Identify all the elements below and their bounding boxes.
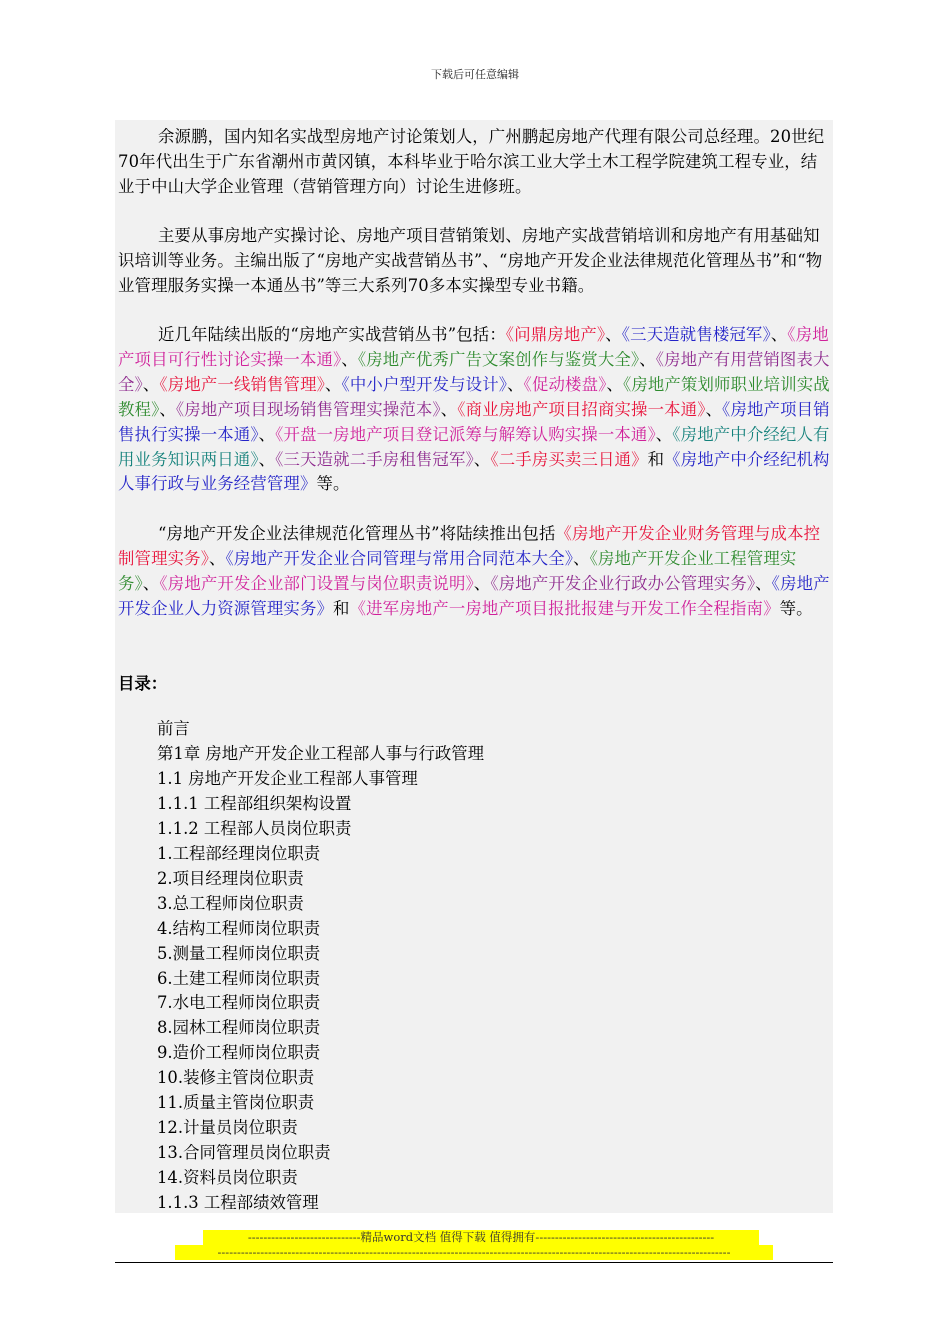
book-title: 《二手房买卖三日通》 — [490, 449, 648, 469]
toc-item[interactable]: 8.园林工程师岗位职责 — [157, 1018, 321, 1038]
book-title: 《房地产中介经纪人有用业务知识两日通》 — [118, 424, 830, 469]
book-title: 《房地产项目可行性讨论实操一本通》 — [118, 325, 829, 369]
separator: 、 — [655, 424, 673, 444]
book-title: 《房地产一线销售管理》 — [159, 374, 325, 394]
toc-item[interactable]: 2.项目经理岗位职责 — [157, 868, 304, 888]
toc-item[interactable]: 1.1.3 工程部绩效管理 — [157, 1193, 319, 1213]
book-title: 《三天造就二手房租售冠军》 — [275, 449, 474, 469]
separator: 、 — [755, 573, 772, 593]
book-title: 《房地产开发企业工程管理实务》 — [118, 548, 797, 593]
toc-item[interactable]: 11.质量主管岗位职责 — [157, 1093, 315, 1113]
separator: 、 — [606, 374, 624, 394]
toc-item[interactable]: 13.合同管理员岗位职责 — [157, 1143, 331, 1163]
document-body — [115, 120, 833, 1213]
marketing-series-lead: 近几年陆续出版的“房地产实战营销丛书”包括： — [158, 325, 506, 344]
toc-item[interactable]: 第1章 房地产开发企业工程部人事与行政管理 — [157, 743, 485, 763]
toc-item[interactable]: 6.土建工程师岗位职责 — [157, 968, 321, 988]
separator: 、 — [770, 325, 788, 344]
separator: 、 — [705, 399, 723, 419]
separator: 、 — [507, 374, 524, 394]
separator: 、 — [142, 374, 160, 394]
book-title: 《房地产策划师职业培训实战教程》 — [118, 374, 830, 419]
separator: 、 — [440, 399, 458, 419]
footer-rule — [115, 1262, 833, 1263]
footer-line-1: -----------------------------精品word文档 值得下载 值得拥有---------------------------------------------- — [203, 1230, 759, 1245]
book-title: 《房地产开发企业行政办公管理实务》 — [490, 573, 756, 593]
toc-item[interactable]: 1.工程部经理岗位职责 — [157, 843, 321, 863]
separator: 和 — [333, 598, 350, 618]
toc-item[interactable]: 1.1 房地产开发企业工程部人事管理 — [157, 768, 418, 788]
book-title: 《房地产开发企业人力资源管理实务》 — [118, 573, 830, 618]
book-title: 《房地产开发企业部门设置与岗位职责说明》 — [159, 573, 474, 593]
toc-item[interactable]: 12.计量员岗位职责 — [157, 1118, 298, 1138]
footer-line-2: ------------------------------------------------------------------------------------------------------------------------------------ — [175, 1245, 773, 1260]
separator: 、 — [605, 325, 622, 344]
toc-item[interactable]: 1.1.1 工程部组织架构设置 — [157, 793, 352, 813]
business-paragraph: 主要从事房地产实操讨论、房地产项目营销策划、房地产实战营销培训和房地产有用基础知识培训等业务。主编出版了“房地产实战营销丛书”、“房地产开发企业法律规范化管理丛书”和“物业管理服务实操一本通丛书”等三大系列70多本实操型专业书籍。 — [118, 226, 823, 295]
marketing-series-books — [118, 325, 830, 493]
book-title: 《房地产有用营销图表大全》 — [118, 349, 830, 394]
separator: 、 — [159, 399, 176, 419]
separator: 等。 — [316, 474, 350, 494]
book-title: 《房地产项目销售执行实操一本通》 — [118, 399, 830, 444]
toc-item[interactable]: 10.装修主管岗位职责 — [157, 1068, 315, 1088]
toc-item[interactable]: 1.1.2 工程部人员岗位职责 — [157, 818, 352, 838]
book-title: 《房地产开发企业财务管理与成本控制管理实务》 — [118, 524, 821, 568]
book-title: 《中小户型开发与设计》 — [341, 374, 508, 394]
separator: 、 — [639, 349, 656, 369]
separator: 、 — [258, 449, 276, 469]
book-title: 《三天造就售楼冠军》 — [621, 325, 771, 344]
toc-item[interactable]: 9.造价工程师岗位职责 — [157, 1043, 321, 1063]
separator: 、 — [341, 349, 358, 369]
book-title: 《商业房地产项目招商实操一本通》 — [457, 399, 706, 419]
marketing-series-paragraph — [118, 323, 830, 497]
book-title: 《房地产优秀广告文案创作与鉴赏大全》 — [357, 349, 640, 369]
book-title: 《开盘一房地产项目登记派筹与解筹认购实操一本通》 — [275, 424, 656, 444]
author-bio-paragraph: 余源鹏，国内知名实战型房地产讨论策划人，广州鹏起房地产代理有限公司总经理。20世纪70年代出生于广东省潮州市黄冈镇，本科毕业于哈尔滨工业大学土木工程学院建筑工程专业，结业于中山大学企业管理（营销管理方向）讨论生进修班。 — [118, 127, 825, 196]
separator: 、 — [473, 573, 491, 593]
separator: 、 — [324, 374, 342, 394]
separator: 、 — [209, 548, 226, 568]
book-title: 《房地产开发企业合同管理与常用合同范本大全》 — [225, 548, 574, 568]
book-title: 《问鼎房地产》 — [505, 325, 606, 344]
legal-series-lead: “房地产开发企业法律规范化管理丛书”将陆续推出包括 — [158, 524, 556, 543]
book-title: 《房地产项目现场销售管理实操范本》 — [175, 399, 441, 419]
separator: 、 — [473, 449, 491, 469]
book-title: 《促动楼盘》 — [523, 374, 607, 394]
toc-item[interactable]: 14.资料员岗位职责 — [157, 1168, 298, 1188]
separator: 、 — [258, 424, 276, 444]
toc-item[interactable]: 前言 — [157, 719, 190, 738]
legal-series-paragraph — [118, 522, 830, 622]
separator: 、 — [573, 548, 590, 568]
separator: 等。 — [779, 598, 813, 618]
header-note: 下载后可任意编辑 — [431, 68, 519, 81]
toc-item[interactable]: 3.总工程师岗位职责 — [157, 893, 304, 913]
toc-item[interactable]: 7.水电工程师岗位职责 — [157, 993, 321, 1013]
separator: 和 — [647, 449, 665, 469]
separator: 、 — [142, 573, 160, 593]
toc-item[interactable]: 5.测量工程师岗位职责 — [157, 943, 321, 963]
toc-list — [157, 717, 484, 1216]
toc-item[interactable]: 4.结构工程师岗位职责 — [157, 918, 321, 938]
book-title: 《进军房地产一房地产项目报批报建与开发工作全程指南》 — [349, 598, 780, 618]
book-title: 《房地产中介经纪机构人事行政与业务经营管理》 — [118, 449, 830, 494]
toc-heading: 目录： — [118, 674, 168, 693]
